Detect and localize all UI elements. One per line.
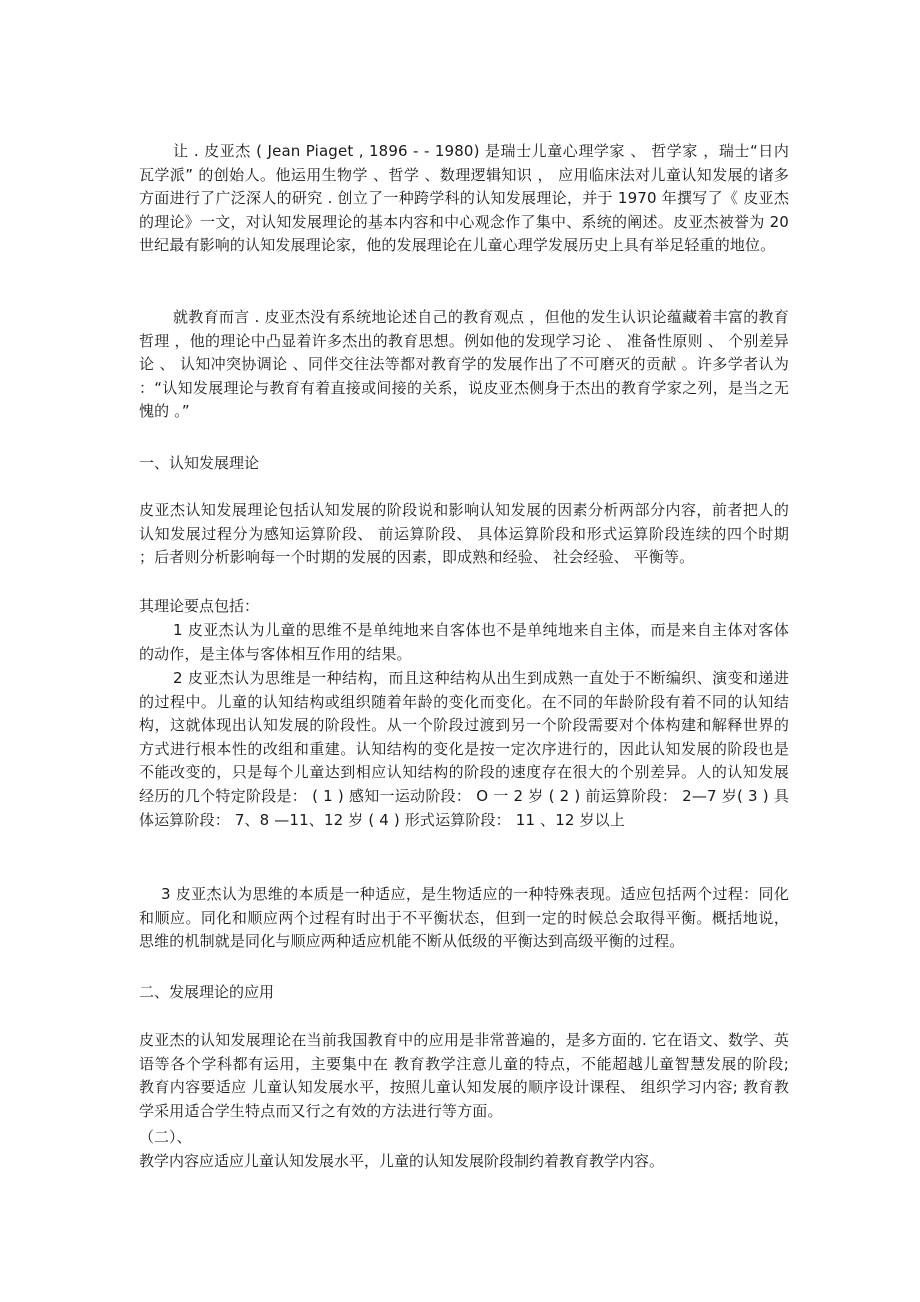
point-2: 2 皮亚杰认为思维是一种结构，而且这种结构从出生到成熟一直处于不断编织、演变和递进的过程中。儿童的认知结构或组织随着年龄的变化而变化。在不同的年龄阶段有着不同的认知结构，这就体现出认知发展的阶段性。从一个阶段过渡到另一个阶段需要对个体构建和解释世界的方式进行根本性的改组和重建。认知结构的变化是按一定次序进行的，因此认知发展的阶段也是不能改变的，只是每个儿童达到相应认知结构的阶段的速度存在很大的个别差异。人的认知发展经历的几个特定阶段是： ( 1 ) 感知一运动阶段： O 一 2 岁 ( 2 ) 前运算阶段： 2—7 岁( 3 ) 具体运算阶段： 7、8 —11、12 岁 ( 4 ) 形式运算阶段： 11 、12 岁以上: [139, 669, 789, 829]
subsection-label: （二）、: [139, 1128, 192, 1146]
section-heading-cognitive-theory: 一、认知发展理论: [139, 454, 260, 472]
subsection-text: 教学内容应适应儿童认知发展水平，儿童的认知发展阶段制约着教育教学内容。: [139, 1152, 665, 1170]
section-heading-application: 二、发展理论的应用: [139, 983, 275, 1001]
section1-paragraph: 皮亚杰认知发展理论包括认知发展的阶段说和影响认知发展的因素分析两部分内容，前者把人的认知发展过程分为感知运算阶段、 前运算阶段、 具体运算阶段和形式运算阶段连续的四个时期 ；后者则分析影响每一个时期的发展的因素，即成熟和经验、 社会经验、 平衡等。: [139, 501, 789, 567]
point-3: 3 皮亚杰认为思维的本质是一种适应，是生物适应的一种特殊表现。适应包括两个过程：同化和顺应。同化和顺应两个过程有时出于不平衡状态，但到一定的时候总会取得平衡。概括地说，思维的机制就是同化与顺应两种适应机能不断从低级的平衡达到高级平衡的过程。: [139, 885, 789, 951]
intro-paragraph-2: 就教育而言 . 皮亚杰没有系统地论述自己的教育观点 ，但他的发生认识论蕴藏着丰富的教育哲理 ，他的理论中凸显着许多杰出的教育思想。例如他的发现学习论 、 准备性原则 、 个别差异论 、 认知冲突协调论 、同伴交往法等都对教育学的发展作出了不可磨灭的贡献 。许多学者认为 ：“认知发展理论与教育有着直接或间接的关系，说皮亚杰侧身于杰出的教育学家之列，是当之无愧的 。”: [139, 308, 789, 421]
point-1: 1 皮亚杰认为儿童的思维不是单纯地来自客体也不是单纯地来自主体，而是来自主体对客体的动作，是主体与客体相互作用的结果。: [139, 621, 789, 663]
section2-paragraph: 皮亚杰的认知发展理论在当前我国教育中的应用是非常普遍的，是多方面的. 它在语文、数学、英语等各个学科都有运用，主要集中在 教育教学注意儿童的特点，不能超越儿童智慧发展的阶段; 教育内容要适应 儿童认知发展水平，按照儿童认知发展的顺序设计课程、 组织学习内容; 教育教学采用适合学生特点而又行之有效的方法进行等方面。: [139, 1031, 789, 1120]
points-intro: 其理论要点包括：: [139, 597, 260, 615]
intro-paragraph-1: 让 . 皮亚杰 ( Jean Piaget , 1896 - - 1980) 是瑞士儿童心理学家 、 哲学家 ，瑞士“日内瓦学派” 的创始人。他运用生物学 、哲学 、数理逻辑知识 ， 应用临床法对儿童认知发展的诸多方面进行了广泛深人的研究 . 创立了一种跨学科的认知发展理论，并于 1970 年撰写了《 皮亚杰的理论》一文，对认知发展理论的基本内容和中心观念作了集中、系统的阐述。皮亚杰被誉为 20 世纪最有影响的认知发展理论家，他的发展理论在儿童心理学发展历史上具有举足轻重的地位。: [139, 142, 789, 255]
